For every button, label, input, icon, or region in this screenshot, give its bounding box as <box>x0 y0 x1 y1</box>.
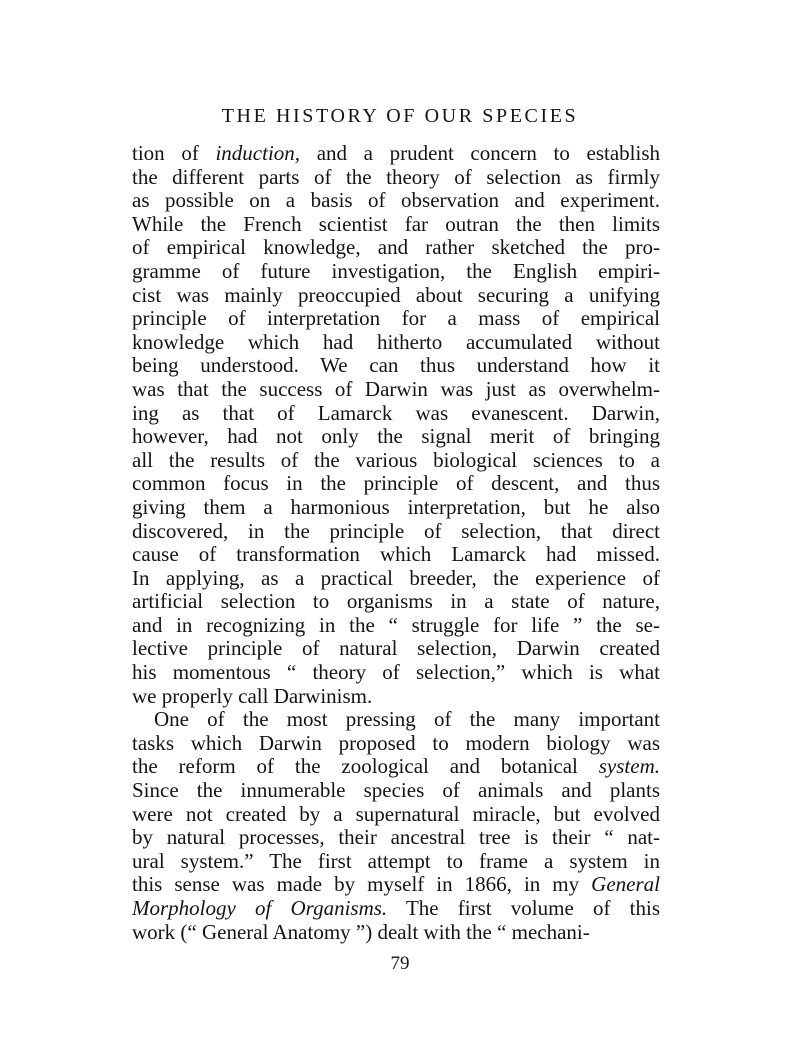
text-run: however, had not only the signal merit of bringing <box>132 424 660 449</box>
text-run: as possible on a basis of observation and experiment. <box>132 188 660 213</box>
text-run: we properly call Darwinism. <box>132 683 373 708</box>
text-line <box>132 732 660 756</box>
text-line <box>132 166 660 190</box>
text-run: this sense was made by myself in 1866, in my <box>132 872 592 897</box>
italic-text: General <box>591 872 660 897</box>
text-run: One of the most pressing of the many important <box>154 707 660 732</box>
text-line <box>132 850 660 874</box>
italic-text: system. <box>598 754 660 779</box>
text-line <box>132 755 660 779</box>
page-number: 79 <box>390 953 410 974</box>
text-line <box>132 637 660 661</box>
text-run: tion of <box>132 141 216 165</box>
text-line <box>132 873 660 897</box>
text-line <box>132 661 660 685</box>
text-line <box>132 260 660 284</box>
text-run: was that the success of Darwin was just as overwhelm- <box>132 376 660 401</box>
text-line <box>132 402 660 426</box>
text-run: While the French scientist far outran the then limits <box>132 211 660 236</box>
text-line <box>132 189 660 213</box>
text-line <box>132 354 660 378</box>
text-run: by natural processes, their ancestral tree is their “ nat- <box>132 825 660 850</box>
text-run: Since the innumerable species of animals and plants <box>132 778 660 803</box>
text-run: common focus in the principle of descent, and thus <box>132 471 660 496</box>
text-line <box>132 472 660 496</box>
text-line <box>132 708 660 732</box>
text-run: In applying, as a practical breeder, the experience of <box>132 565 660 590</box>
running-head: THE HISTORY OF OUR SPECIES <box>221 105 579 127</box>
text-run: principle of interpretation for a mass of empirical <box>132 306 660 331</box>
italic-text: Morphology of Organisms. <box>132 896 388 920</box>
text-run: the reform of the zoological and botanical <box>132 754 599 779</box>
text-line <box>132 590 660 614</box>
text-line <box>132 142 660 166</box>
text-line <box>132 685 660 709</box>
text-line <box>132 921 660 945</box>
text-run: his momentous “ theory of selection,” which is what <box>132 660 660 685</box>
text-line <box>132 779 660 803</box>
text-line <box>132 213 660 237</box>
text-run: cause of transformation which Lamarck had missed. <box>132 542 660 567</box>
text-line <box>132 826 660 850</box>
text-run: and a prudent concern to establish <box>300 141 660 165</box>
text-run: tasks which Darwin proposed to modern biology was <box>132 730 660 755</box>
text-run: knowledge which had hitherto accumulated without <box>132 329 660 354</box>
text-run: of empirical knowledge, and rather sketched the pro- <box>132 235 660 260</box>
text-line <box>132 543 660 567</box>
text-line <box>132 567 660 591</box>
text-run: all the results of the various biological sciences to a <box>132 447 660 472</box>
text-line <box>132 307 660 331</box>
text-run: discovered, in the principle of selection, that direct <box>132 518 660 543</box>
text-run: work (“ General Anatomy ”) dealt with the “ mechani- <box>132 919 590 944</box>
text-run: ing as that of Lamarck was evanescent. Darwin, <box>132 400 660 425</box>
text-run: lective principle of natural selection, Darwin created <box>132 636 660 661</box>
text-run: the different parts of the theory of selection as firmly <box>132 164 660 189</box>
text-line <box>132 425 660 449</box>
italic-text: induction, <box>215 141 301 165</box>
body-text <box>132 142 660 944</box>
text-line <box>132 378 660 402</box>
text-line <box>132 331 660 355</box>
text-run: gramme of future investigation, the English empiri- <box>132 258 660 283</box>
text-line <box>132 449 660 473</box>
text-run: artificial selection to organisms in a state of nature, <box>132 589 660 614</box>
text-run: The first volume of this <box>387 896 660 920</box>
text-line <box>132 897 660 921</box>
text-line <box>132 284 660 308</box>
text-line <box>132 496 660 520</box>
text-run: and in recognizing in the “ struggle for life ” the se- <box>132 612 660 637</box>
text-line <box>132 236 660 260</box>
text-run: giving them a harmonious interpretation, but he also <box>132 494 660 519</box>
text-line <box>132 520 660 544</box>
text-run: cist was mainly preoccupied about securing a unifying <box>132 282 660 307</box>
text-line <box>132 614 660 638</box>
text-run: were not created by a supernatural miracle, but evolved <box>132 801 660 826</box>
text-run: being understood. We can thus understand how it <box>132 353 660 378</box>
text-run: ural system.” The first attempt to frame a system in <box>132 848 660 873</box>
text-line <box>132 803 660 827</box>
